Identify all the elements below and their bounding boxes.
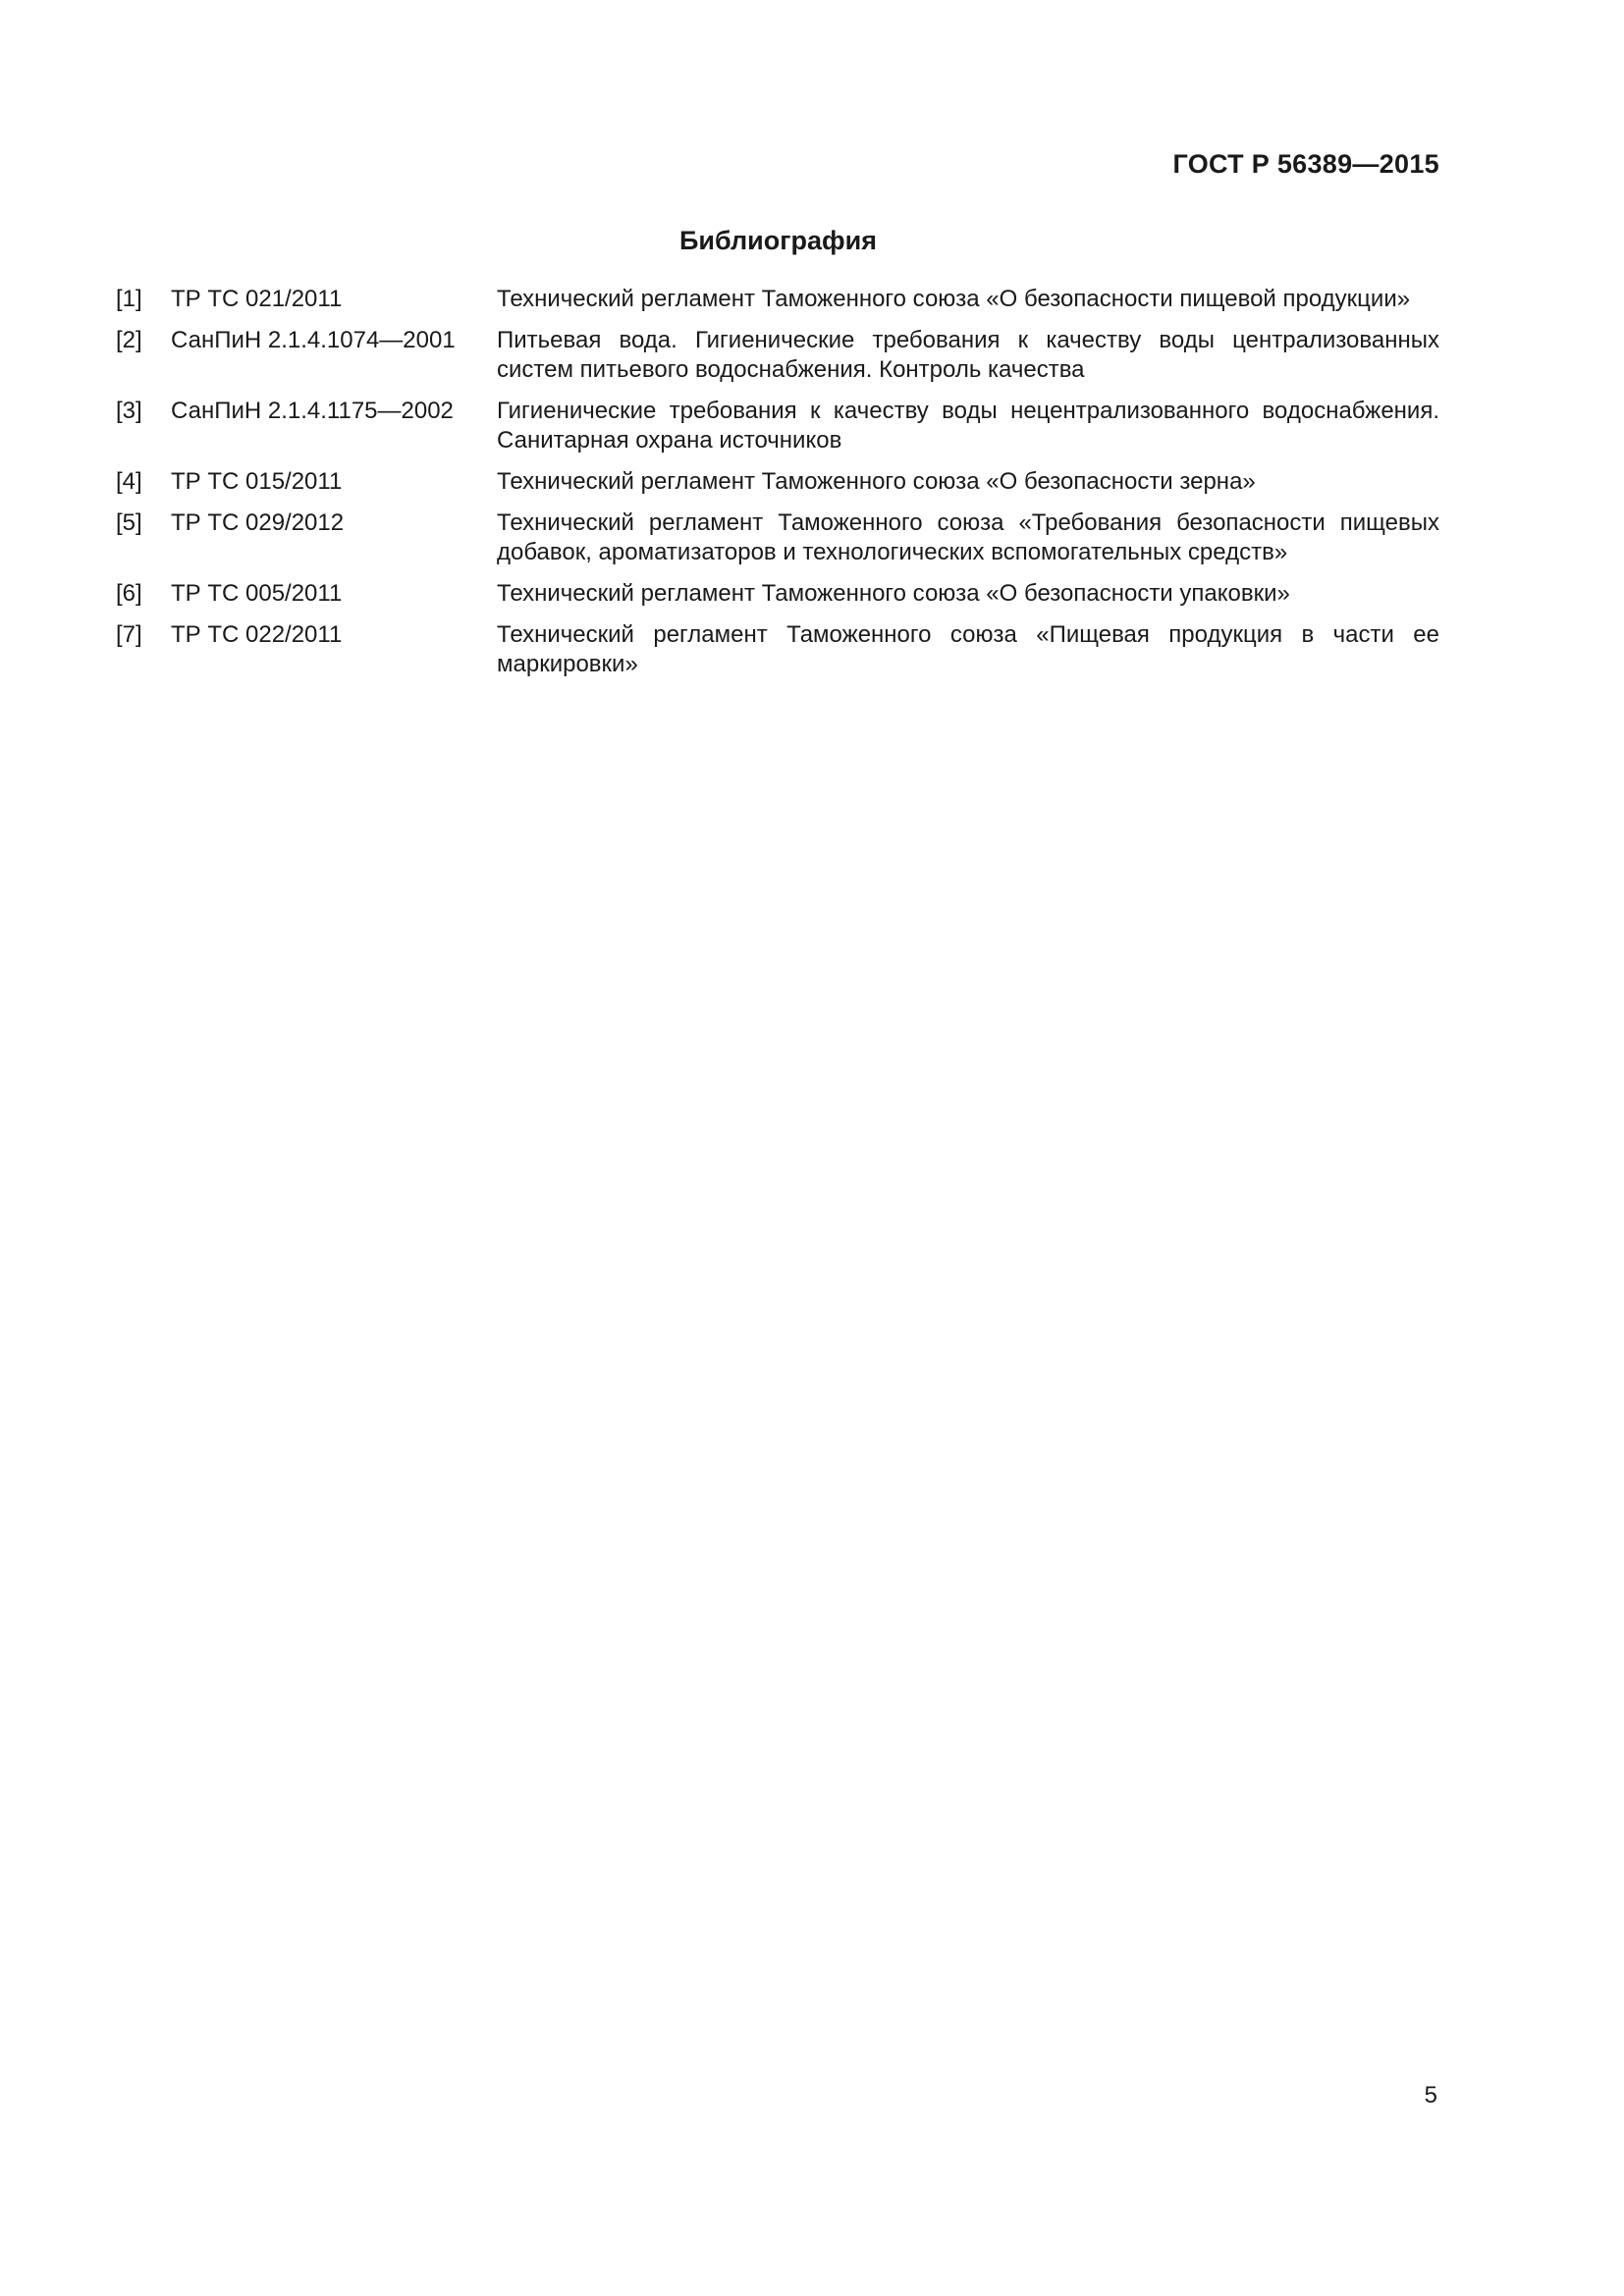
entry-reference: ТР ТС 015/2011 bbox=[171, 468, 343, 495]
bibliography-entry bbox=[116, 620, 1439, 679]
section-title: Библиография bbox=[679, 226, 877, 255]
entry-number: [6] bbox=[116, 580, 142, 607]
entry-reference: СанПиН 2.1.4.1175—2002 bbox=[171, 398, 454, 424]
entry-number: [5] bbox=[116, 509, 142, 536]
entry-number: [4] bbox=[116, 468, 142, 495]
document-code: ГОСТ Р 56389—2015 bbox=[1172, 149, 1439, 179]
entry-number: [3] bbox=[116, 398, 142, 424]
bibliography-entry bbox=[116, 326, 1439, 385]
bibliography-list bbox=[116, 285, 1439, 691]
entry-reference: ТР ТС 029/2012 bbox=[171, 509, 345, 536]
bibliography-entry bbox=[116, 579, 1439, 609]
entry-number: [1] bbox=[116, 286, 142, 312]
entry-description: Технический регламент Таможенного союза «О безопасности упаковки» bbox=[497, 580, 1290, 607]
entry-description: Питьевая вода. Гигиенические требования к качеству воды централизованных систем питьевого водоснабжения. Контроль качества bbox=[497, 327, 1439, 383]
bibliography-entry bbox=[116, 467, 1439, 497]
page-number: 5 bbox=[1424, 2082, 1437, 2109]
entry-description: Технический регламент Таможенного союза «Пищевая продукция в части ее маркировки» bbox=[497, 621, 1439, 677]
entry-description: Технический регламент Таможенного союза «О безопасности пищевой продукции» bbox=[497, 286, 1411, 312]
bibliography-entry bbox=[116, 508, 1439, 567]
entry-description: Технический регламент Таможенного союза «О безопасности зерна» bbox=[497, 468, 1256, 495]
entry-reference: ТР ТС 022/2011 bbox=[171, 621, 343, 648]
entry-number: [2] bbox=[116, 327, 142, 353]
entry-reference: ТР ТС 005/2011 bbox=[171, 580, 343, 607]
entry-number: [7] bbox=[116, 621, 142, 648]
bibliography-entry bbox=[116, 397, 1439, 455]
bibliography-entry bbox=[116, 285, 1439, 314]
entry-description: Технический регламент Таможенного союза «Требования безопасности пищевых добавок, ароматизаторов и технологических вспомогательных средств» bbox=[497, 509, 1439, 565]
entry-reference: ТР ТС 021/2011 bbox=[171, 286, 343, 312]
entry-reference: СанПиН 2.1.4.1074—2001 bbox=[171, 327, 456, 353]
entry-description: Гигиенические требования к качеству воды нецентрализованного водоснабжения. Санитарная охрана источников bbox=[497, 398, 1439, 454]
